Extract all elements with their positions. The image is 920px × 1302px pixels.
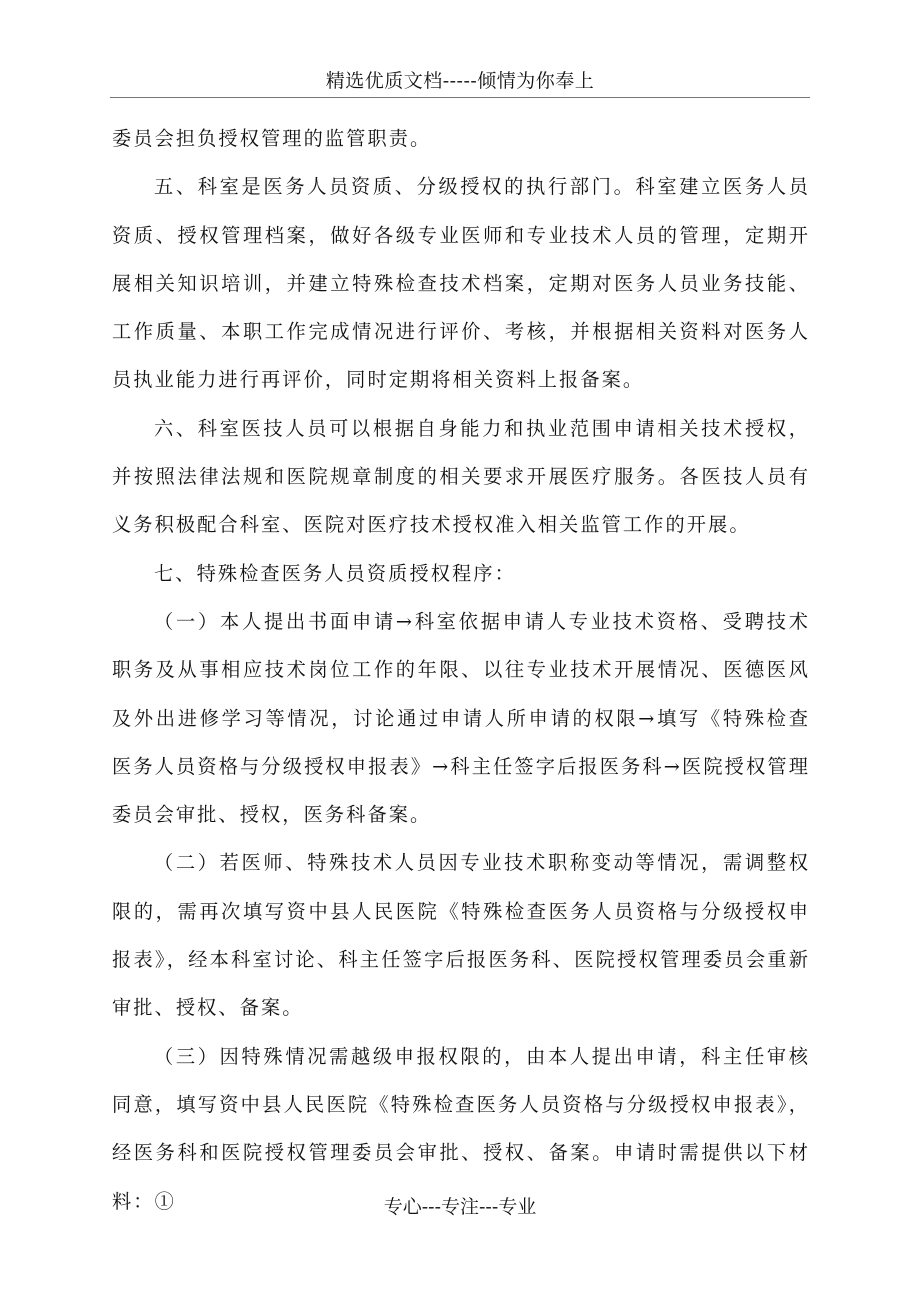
page-footer: 专心---专注---专业 bbox=[383, 1196, 537, 1218]
paragraph-section-7-heading: 七、特殊检查医务人员资质授权程序： bbox=[154, 561, 516, 585]
document-body bbox=[112, 115, 810, 1226]
paragraph-section-6: 六、科室医技人员可以根据自身能力和执业范围申请相关技术授权，并按照法律法规和医院规章制度的相关要求开展医疗服务。各医技人员有义务积极配合科室、医院对医疗技术授权准入相关监管工作的开展。 bbox=[112, 416, 810, 537]
page-header: 精选优质文档-----倾情为你奉上 bbox=[325, 70, 595, 92]
paragraph-continuation: 委员会担负授权管理的监管职责。 bbox=[112, 127, 432, 150]
header-divider bbox=[110, 97, 810, 98]
paragraph-procedure-1: （一）本人提出书面申请→科室依据申请人专业技术资格、受聘技术职务及从事相应技术岗位工作的年限、以往专业技术开展情况、医德医风及外出进修学习等情况，讨论通过申请人所申请的权限→填写《特殊检查医务人员资格与分级授权申报表》→科主任签字后报医务科→医院授权管理委员会审批、授权，医务科备案。 bbox=[112, 609, 810, 827]
paragraph-section-5: 五、科室是医务人员资质、分级授权的执行部门。科室建立医务人员资质、授权管理档案，做好各级专业医师和专业技术人员的管理，定期开展相关知识培训，并建立特殊检查技术档案，定期对医务人员业务技能、工作质量、本职工作完成情况进行评价、考核，并根据相关资料对医务人员执业能力进行再评价，同时定期将相关资料上报备案。 bbox=[112, 175, 810, 392]
paragraph-procedure-2: （二）若医师、特殊技术人员因专业技术职称变动等情况，需调整权限的，需再次填写资中县人民医院《特殊检查医务人员资格与分级授权申报表》，经本科室讨论、科主任签字后报医务科、医院授权管理委员会重新审批、授权、备案。 bbox=[112, 851, 810, 1020]
paragraph-procedure-3: （三）因特殊情况需越级申报权限的，由本人提出申请，科主任审核同意，填写资中县人民医院《特殊检查医务人员资格与分级授权申报表》，经医务科和医院授权管理委员会审批、授权、备案。申请时需提供以下材料：① bbox=[112, 1044, 810, 1213]
